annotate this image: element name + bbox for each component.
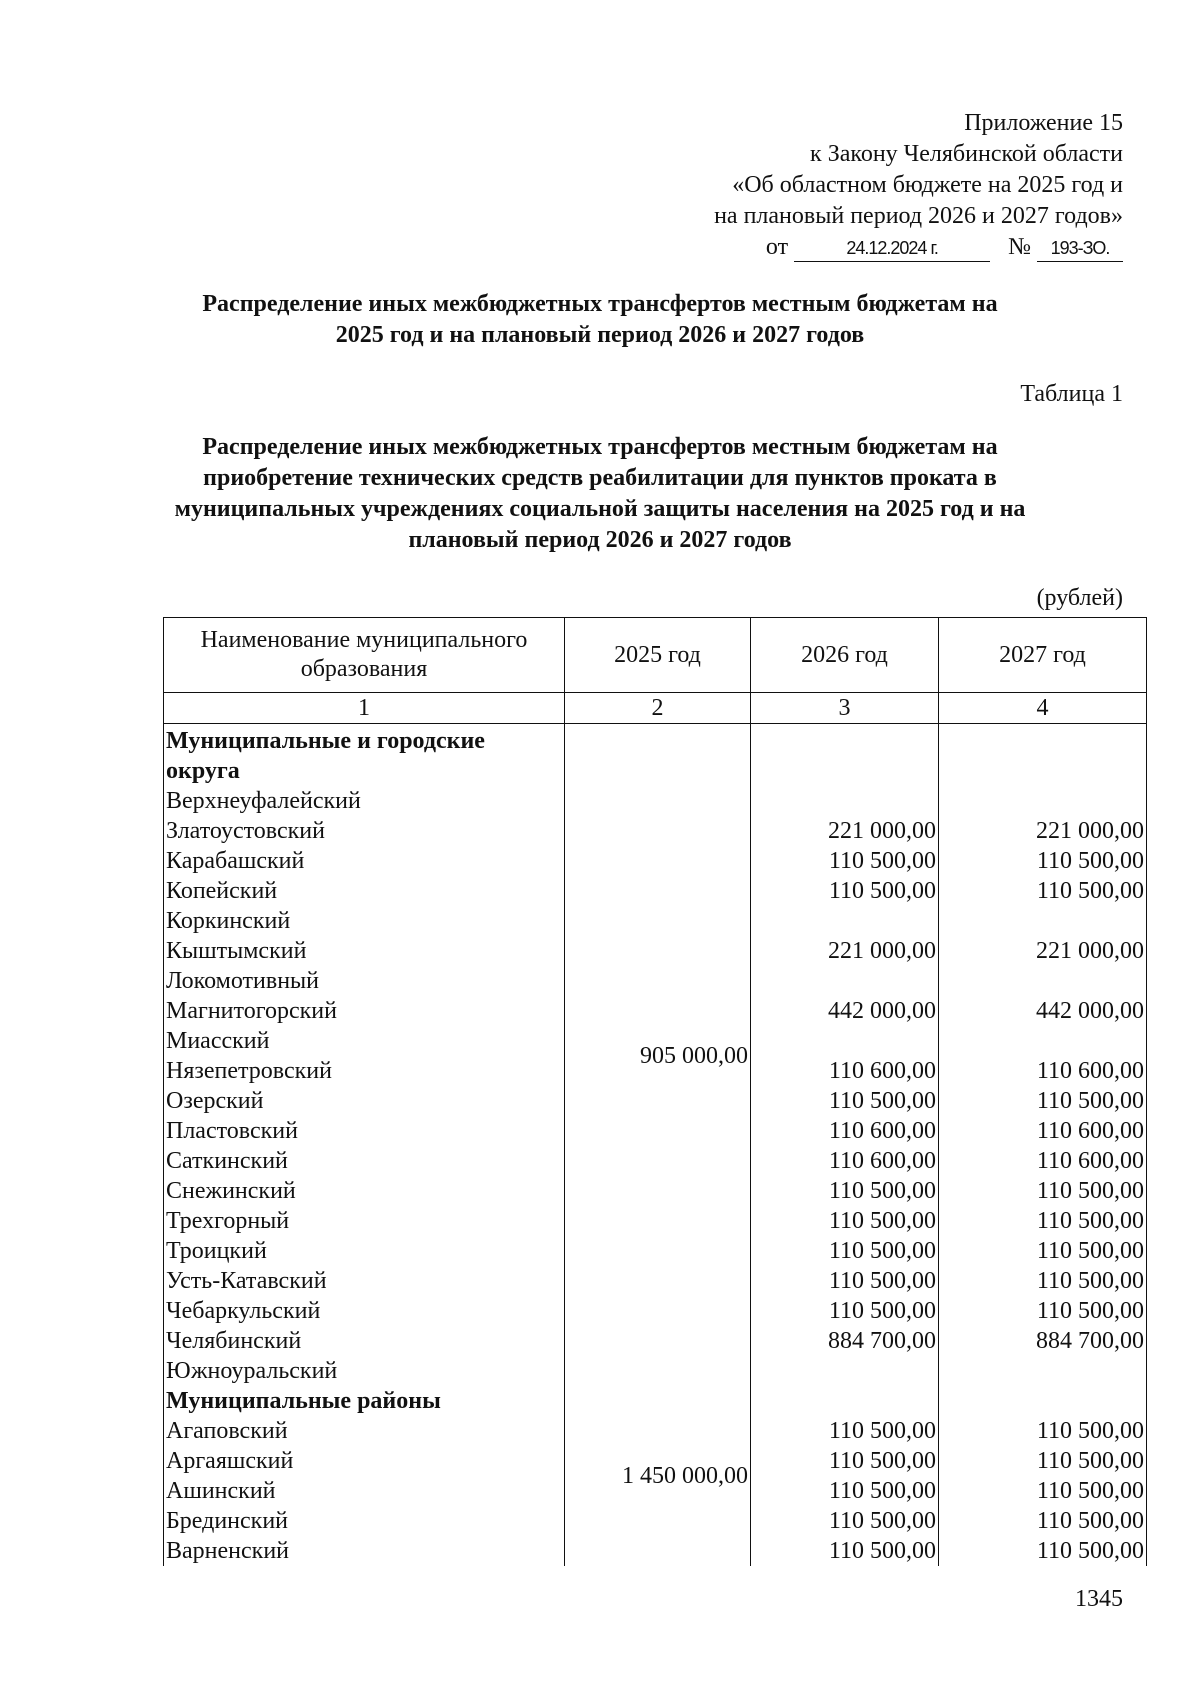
row-value-2027: 110 500,00 (939, 1476, 1147, 1506)
row-value-2026: 110 600,00 (751, 1146, 939, 1176)
table-label: Таблица 1 (1020, 381, 1123, 407)
row-value-2026 (751, 786, 939, 816)
row-name: Троицкий (164, 1236, 565, 1266)
row-value-2027: 110 500,00 (939, 1236, 1147, 1266)
section-header-row (164, 1386, 1147, 1416)
col-number-4: 4 (939, 693, 1147, 724)
row-name: Карабашский (164, 846, 565, 876)
row-name: Ашинский (164, 1476, 565, 1506)
section-title: Муниципальные и городские (164, 726, 565, 756)
appendix-law-title-2: на плановый период 2026 и 2027 годов» (714, 203, 1123, 229)
column-number-row (164, 693, 1147, 724)
law-date: 24.12.2024 г. (794, 235, 990, 262)
table-title (120, 432, 1080, 556)
row-value-2026: 110 600,00 (751, 1056, 939, 1086)
row-value-2027: 110 500,00 (939, 1506, 1147, 1536)
row-value-2026: 110 500,00 (751, 1506, 939, 1536)
col-header-2025: 2025 год (565, 618, 751, 693)
row-value-2027: 110 600,00 (939, 1056, 1147, 1086)
table-header-row (164, 618, 1147, 693)
from-label: от (765, 234, 789, 260)
row-value-2026 (751, 1026, 939, 1056)
row-name: Усть-Катавский (164, 1266, 565, 1296)
row-value-2027: 110 500,00 (939, 1416, 1147, 1446)
col-number-2: 2 (565, 693, 751, 724)
row-name: Озерский (164, 1086, 565, 1116)
row-name: Снежинский (164, 1176, 565, 1206)
row-value-2027: 110 600,00 (939, 1116, 1147, 1146)
row-value-2027 (939, 906, 1147, 936)
row-value-2026: 884 700,00 (751, 1326, 939, 1356)
section-title-cont: округа (164, 756, 565, 786)
row-name: Коркинский (164, 906, 565, 936)
row-value-2027: 110 500,00 (939, 876, 1147, 906)
col-header-2026: 2026 год (751, 618, 939, 693)
row-value-2027: 110 500,00 (939, 1296, 1147, 1326)
row-value-2026: 110 500,00 (751, 1266, 939, 1296)
row-value-2026 (751, 1356, 939, 1386)
row-value-2027: 110 500,00 (939, 1446, 1147, 1476)
row-name: Златоустовский (164, 816, 565, 846)
row-value-2027 (939, 1356, 1147, 1386)
row-value-2027 (939, 966, 1147, 996)
row-value-2026: 442 000,00 (751, 996, 939, 1026)
col-header-2027: 2027 год (939, 618, 1147, 693)
row-value-2026: 110 500,00 (751, 1086, 939, 1116)
row-value-2027: 884 700,00 (939, 1326, 1147, 1356)
row-value-2027: 442 000,00 (939, 996, 1147, 1026)
row-value-2026: 110 500,00 (751, 1206, 939, 1236)
row-value-2027: 110 500,00 (939, 1086, 1147, 1116)
section-total-2025: 1 450 000,00 (565, 1386, 751, 1566)
appendix-number: Приложение 15 (964, 110, 1123, 136)
appendix-date-line (714, 232, 1123, 263)
row-value-2026: 110 500,00 (751, 1446, 939, 1476)
row-value-2026: 110 500,00 (751, 1416, 939, 1446)
row-name: Верхнеуфалейский (164, 786, 565, 816)
row-name: Челябинский (164, 1326, 565, 1356)
row-name: Чебаркульский (164, 1296, 565, 1326)
row-name: Саткинский (164, 1146, 565, 1176)
table-title-line-4: плановый период 2026 и 2027 годов (408, 527, 792, 553)
row-name: Южноуральский (164, 1356, 565, 1386)
law-number: 193-ЗО. (1037, 235, 1123, 262)
row-value-2026: 221 000,00 (751, 816, 939, 846)
row-value-2026: 110 500,00 (751, 1236, 939, 1266)
row-value-2027: 221 000,00 (939, 816, 1147, 846)
row-value-2026: 110 500,00 (751, 1176, 939, 1206)
row-value-2026: 110 500,00 (751, 846, 939, 876)
main-title (120, 289, 1080, 351)
row-value-2026: 221 000,00 (751, 936, 939, 966)
row-name: Пластовский (164, 1116, 565, 1146)
row-name: Локомотивный (164, 966, 565, 996)
row-name: Миасский (164, 1026, 565, 1056)
row-value-2027: 110 500,00 (939, 1266, 1147, 1296)
row-name: Аргаяшский (164, 1446, 565, 1476)
table-title-line-2: приобретение технических средств реабилитации для пунктов проката в (203, 465, 997, 491)
main-title-line-2: 2025 год и на плановый период 2026 и 2027 годов (335, 322, 865, 348)
row-value-2026: 110 500,00 (751, 1476, 939, 1506)
units-label: (рублей) (1036, 585, 1123, 611)
row-value-2027: 110 500,00 (939, 1536, 1147, 1566)
row-name: Кыштымский (164, 936, 565, 966)
appendix-law-title-1: «Об областном бюджете на 2025 год и (732, 172, 1123, 198)
row-name: Магнитогорский (164, 996, 565, 1026)
appendix-law-ref: к Закону Челябинской области (810, 141, 1123, 167)
row-value-2026: 110 600,00 (751, 1116, 939, 1146)
row-value-2027 (939, 786, 1147, 816)
row-name: Брединский (164, 1506, 565, 1536)
col-header-name: Наименование муниципального образования (164, 618, 565, 693)
row-value-2027: 110 500,00 (939, 846, 1147, 876)
row-value-2026 (751, 966, 939, 996)
table-title-line-3: муниципальных учреждениях социальной защиты населения на 2025 год и на (174, 496, 1026, 522)
section-total-2025: 905 000,00 (565, 726, 751, 1386)
main-title-line-1: Распределение иных межбюджетных трансфертов местным бюджетам на (202, 291, 998, 317)
table-title-line-1: Распределение иных межбюджетных трансфертов местным бюджетам на (202, 434, 998, 460)
row-value-2027: 110 500,00 (939, 1176, 1147, 1206)
col-number-1: 1 (164, 693, 565, 724)
col-number-3: 3 (751, 693, 939, 724)
row-value-2027: 110 500,00 (939, 1206, 1147, 1236)
row-value-2027 (939, 1026, 1147, 1056)
row-value-2026 (751, 906, 939, 936)
section-header-row (164, 726, 1147, 756)
row-name: Нязепетровский (164, 1056, 565, 1086)
page-number: 1345 (1075, 1586, 1123, 1612)
row-value-2026: 110 500,00 (751, 876, 939, 906)
row-value-2026: 110 500,00 (751, 1536, 939, 1566)
number-label: № (1008, 234, 1031, 260)
appendix-header (714, 108, 1123, 263)
section-title: Муниципальные районы (164, 1386, 565, 1416)
row-value-2027: 221 000,00 (939, 936, 1147, 966)
row-name: Агаповский (164, 1416, 565, 1446)
row-name: Копейский (164, 876, 565, 906)
row-value-2027: 110 600,00 (939, 1146, 1147, 1176)
row-value-2026: 110 500,00 (751, 1296, 939, 1326)
row-name: Трехгорный (164, 1206, 565, 1236)
transfers-table (163, 617, 1147, 1566)
row-name: Варненский (164, 1536, 565, 1566)
